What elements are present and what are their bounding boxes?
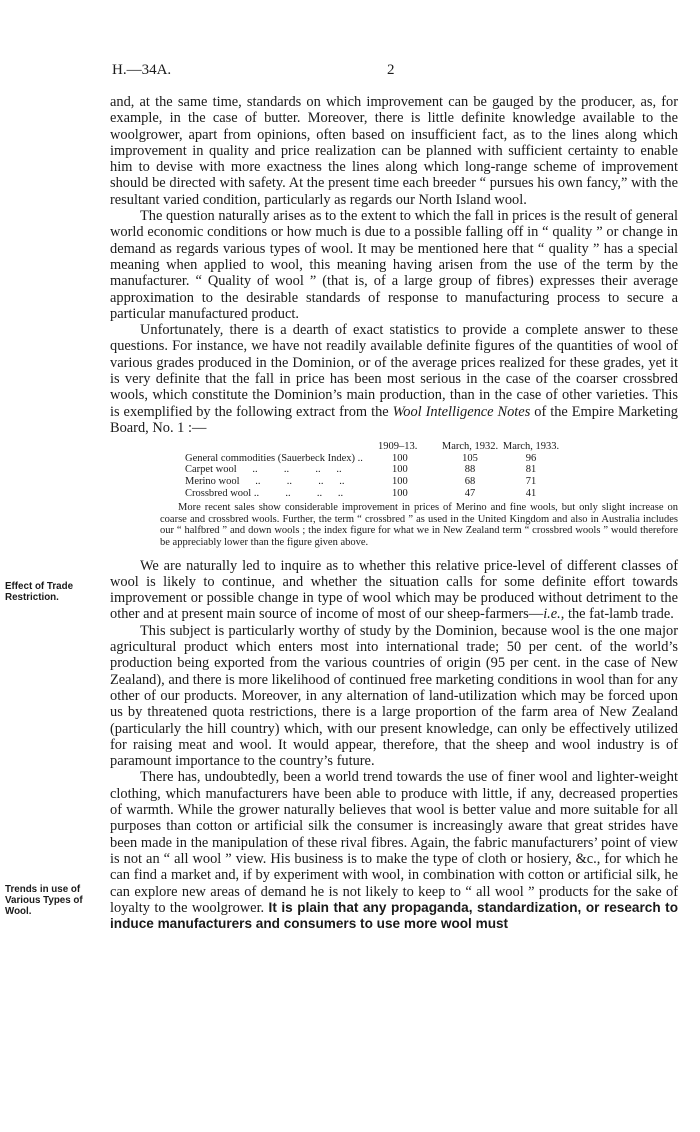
column-header: March, 1932. — [441, 441, 499, 453]
paragraph-5: This subject is particularly worthy of study by the Dominion, because wool is the one major agricultural product which enters most into international trade; 50 per cent. of the world’s production being exported from the various countries of origin (95 per cent. in the case of New Zealand), and there is more likelihood of continued free marketing conditions in wool than for any other of our products. Moreover, in any alternation of land-utilization which may be forced upon us by threatened quota restrictions, there is a large proportion of the farm area of New Zealand (particularly the hill country) which, with our present knowledge, can only be effectively utilized for raising meat and wool. It would appear, therefore, that the sheep and wool industry is of paramount importance to the country’s future. — [110, 622, 678, 770]
paragraph-2: The question naturally arises as to the extent to which the fall in prices is the result of general world economic conditions or how much is due to a possible falling off in “ quality ” or change in demand as regards various types of wool. It may be mentioned here that “ quality ” has a special meaning when applied to wool, this meaning having arisen from the use of the term by the manufacturer. “ Quality of wool ” (that is, of a large group of fibres) expresses their average approximation to the desirable standards of response to manufacturing process to secure a particular manufactured product. — [110, 208, 678, 322]
table-row — [110, 464, 678, 476]
table-header-row — [110, 441, 678, 453]
bold-conclusion: It is plain that any propaganda, standardization, or research to induce manufacturers and consumers to use more wool must — [110, 899, 679, 932]
margin-note-trade-restriction: Effect of Trade Restriction. — [5, 581, 74, 603]
document-body — [110, 94, 678, 932]
ie-abbreviation: i.e. — [543, 606, 561, 623]
table-cell: 100 — [392, 464, 408, 476]
table-cell: 105 — [462, 452, 478, 464]
publication-title: Wool Intelligence Notes — [392, 403, 531, 420]
table-cell: 47 — [464, 487, 476, 499]
paragraph-1: and, at the same time, standards on which improvement can be gauged by the producer, as, for example, in the case of butter. Moreover, there is little definite knowledge available to the woolgrower, apart from opinions, often based on insufficient fact, as to the lines along which improvement in quality and price realization can be planned with sufficient certainty to enable him to devise with more exactness the lines along which long-range scheme of improvement should be directed with safety. At the present time each breeder “ pursues his own fancy,” with the resultant varied condition, particularly as regards our North Island wool. — [110, 94, 678, 208]
paragraph-3-text: Unfortunately, there is a dearth of exact statistics to provide a complete answer to these questions. For instance, we have not readily available definite figures of the quantities of wool of various grades produced in the Dominion, or of the average prices realized for these grades, yet it is very definite that the fall in price has been most serious in the case of the coarser crossbred wools, which constitute the Dominion’s main production, than in the case of other varieties. This is exemplified by the following extract from the — [110, 322, 678, 420]
paragraph-4-text: We are naturally led to inquire as to whether this relative price-level of different classes of wool is likely to continue, and whether the situation calls for some definite effort towards improvement or possible change in type of wool which may be produced without detriment to the other and at present main source of income of most of our sheep-farmers— — [110, 557, 678, 623]
page-header — [112, 62, 678, 82]
table-cell: 88 — [464, 464, 476, 476]
margin-note-trends: Trends in use of Various Types of Wool. — [5, 884, 83, 917]
column-header: March, 1933. — [502, 441, 560, 453]
table-cell: 41 — [525, 487, 537, 499]
table-cell: 100 — [392, 452, 408, 464]
row-label: Crossbred wool — [185, 487, 252, 499]
table-cell: 100 — [392, 476, 408, 488]
table-row — [110, 488, 678, 500]
table-cell: 68 — [464, 476, 476, 488]
paragraph-6-text: There has, undoubtedly, been a world trend towards the use of finer wool and lighter-weight clothing, which manufacturers have been able to produce with little, if any, decreased properties of warmth. While the grower naturally believes that wool is better value and more suitable for all purposes than cotton or artificial silk the consumer is increasingly aware that great strides have been made in the manipulation of these rival fibres. Again, the fabric manufacturers’ point of view is not an “ all wool ” view. His business is to make the type of cloth or hosiery, &c., for which he can find a market and, if by experiment with wool, in combination with cotton or artificial silk, he can explore new areas of demand he is not likely to keep to “ all wool ” products for the sake of loyalty to the woolgrower. — [110, 769, 678, 916]
row-label: Merino wool — [185, 476, 240, 488]
dot-leader: .. .. .. .. — [236, 464, 342, 476]
wool-price-index-table — [110, 441, 678, 548]
paragraph-4 — [110, 558, 678, 623]
table-note-text: More recent sales show considerable improvement in prices of Merino and fine wools, but only slight increase on coarse and crossbred wools. Further, the term “ crossbred ” as used in the United Kingdom and also in Australia includes our “ halfbred ” and down wools ; the index figure for what we in New Zealand term “ crossbred wools ” would therefore be appreciably lower than the figure given above. — [160, 502, 678, 548]
page-number: 2 — [387, 62, 395, 78]
paragraph-3 — [110, 322, 678, 436]
table-cell: 100 — [392, 487, 408, 499]
paragraph-6 — [110, 769, 678, 932]
table-row — [110, 453, 678, 465]
table-note — [160, 502, 678, 548]
table-cell: 96 — [525, 452, 537, 464]
fat-lamb-text: , the fat-lamb trade. — [560, 606, 674, 623]
document-reference: H.—34A. — [112, 62, 172, 78]
dot-leader: .. .. .. .. — [239, 476, 345, 488]
dot-leader: .. .. .. .. — [251, 487, 344, 499]
dot-leader: .. — [354, 452, 363, 464]
table-row — [110, 476, 678, 488]
table-cell: 71 — [525, 476, 537, 488]
row-label: General commodities (Sauerbeck Index) — [185, 452, 355, 464]
column-header: 1909–13. — [378, 441, 418, 453]
table-cell: 81 — [525, 464, 537, 476]
row-label: Carpet wool — [185, 464, 237, 476]
extract-source-end: of the Empire Marketing Board, No. 1 :— — [110, 403, 678, 436]
